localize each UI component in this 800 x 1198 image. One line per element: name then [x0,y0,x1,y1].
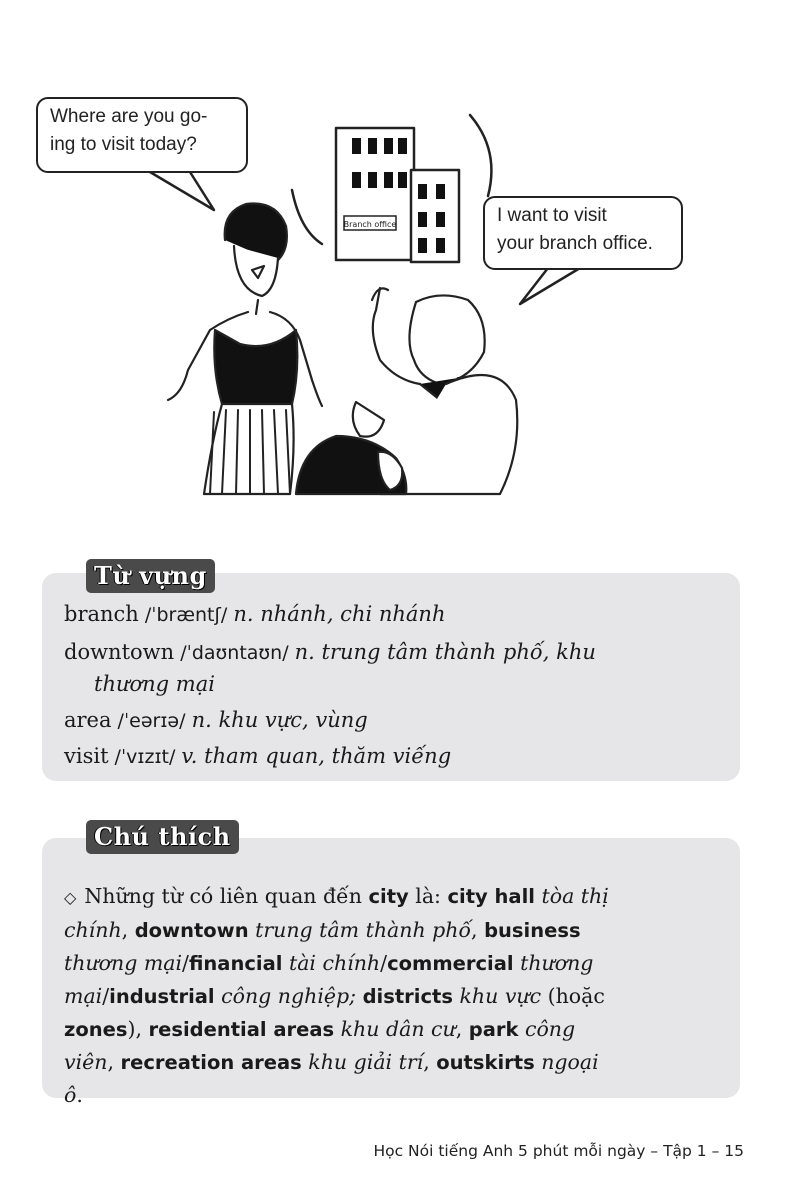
vocab-entry-visit [64,740,451,773]
note-meaning: tài chính [282,951,381,975]
vocab-ipa: /ˈvɪzɪt/ [108,746,182,768]
note-text: , [455,1017,469,1041]
woman-speech-bubble [36,97,248,173]
vocab-ipa: /ˈdaʊntaʊn/ [174,642,295,664]
note-term: downtown [134,919,249,942]
note-text: Những từ có liên quan đến [84,884,369,908]
note-text: , [423,1050,437,1074]
note-text: , [107,1050,121,1074]
vocab-meaning: khu vực, vùng [211,708,368,732]
note-term: business [484,919,581,942]
note-meaning: tòa thị [534,884,609,908]
note-term: residential areas [148,1018,335,1041]
note-term: industrial [109,985,215,1008]
vocab-word: branch [64,602,139,626]
note-term: recreation areas [120,1051,302,1074]
vocab-entry-branch [64,598,445,631]
note-meaning: chính [64,918,122,942]
note-meaning: khu vực [452,984,542,1008]
vocab-entry-downtown [64,636,596,669]
page-footer: Học Nói tiếng Anh 5 phút mỗi ngày – Tập 1 – 15 [373,1142,744,1160]
note-text: (hoặc [541,984,605,1008]
vocab-word: downtown [64,640,175,664]
diamond-bullet-icon: ◇ [64,888,77,907]
building-sign-text: Branch office [343,220,397,229]
man-figure [296,288,517,494]
vocab-meaning: nhánh, chi nhánh [253,602,446,626]
note-text: / [102,984,110,1008]
note-meaning: thương mại [64,951,183,975]
note-text: , [121,918,135,942]
vocab-word: visit [64,744,109,768]
note-text: / [380,951,388,975]
note-term: districts [362,985,453,1008]
vocab-pos: n. [294,640,315,664]
vocab-ipa: /ˈbræntʃ/ [138,604,234,626]
note-meaning: ngoại [534,1050,599,1074]
note-text: . [76,1083,83,1107]
man-speech-line-2: your branch office. [497,233,653,254]
note-text: / [182,951,189,975]
vocab-pos: v. [181,744,198,768]
woman-figure [168,203,322,494]
note-meaning: mại [64,984,103,1008]
note-meaning: trung tâm thành phố [248,918,472,942]
note-paragraph [64,880,732,1111]
vocab-word: area [64,708,112,732]
woman-speech-line-1: Where are you go- [50,106,208,127]
note-meaning: khu dân cư [334,1017,456,1041]
vocab-pos: n. [233,602,254,626]
note-meaning: viên [64,1050,108,1074]
note-text: là: [408,884,448,908]
note-term: zones [64,1018,128,1041]
woman-speech-line-2: ing to visit today? [50,134,197,155]
note-meaning: thương [513,951,594,975]
note-term: outskirts [436,1051,535,1074]
note-text: ), [127,1017,149,1041]
note-text: , [471,918,485,942]
man-speech-line-1: I want to visit [497,205,607,226]
vocab-meaning-continued: thương mại [94,672,215,696]
note-meaning: khu giải trí [301,1050,424,1074]
note-meaning: ô [64,1083,77,1107]
notes-header: Chú thích [86,820,239,854]
vocabulary-header: Từ vựng [86,559,215,593]
vocab-ipa: /ˈeərɪə/ [111,710,192,732]
vocab-meaning: tham quan, thăm viếng [197,744,452,768]
note-term: city hall [447,885,535,908]
vocab-meaning: trung tâm thành phố, khu [314,640,596,664]
man-speech-bubble [483,196,683,270]
note-term: city [368,885,409,908]
note-meaning: công nghiệp; [214,984,357,1008]
note-term: park [468,1018,519,1041]
vocab-pos: n. [191,708,212,732]
note-term: financial [188,952,283,975]
vocab-entry-area [64,704,368,737]
note-meaning: công [518,1017,576,1041]
note-term: commercial [387,952,514,975]
